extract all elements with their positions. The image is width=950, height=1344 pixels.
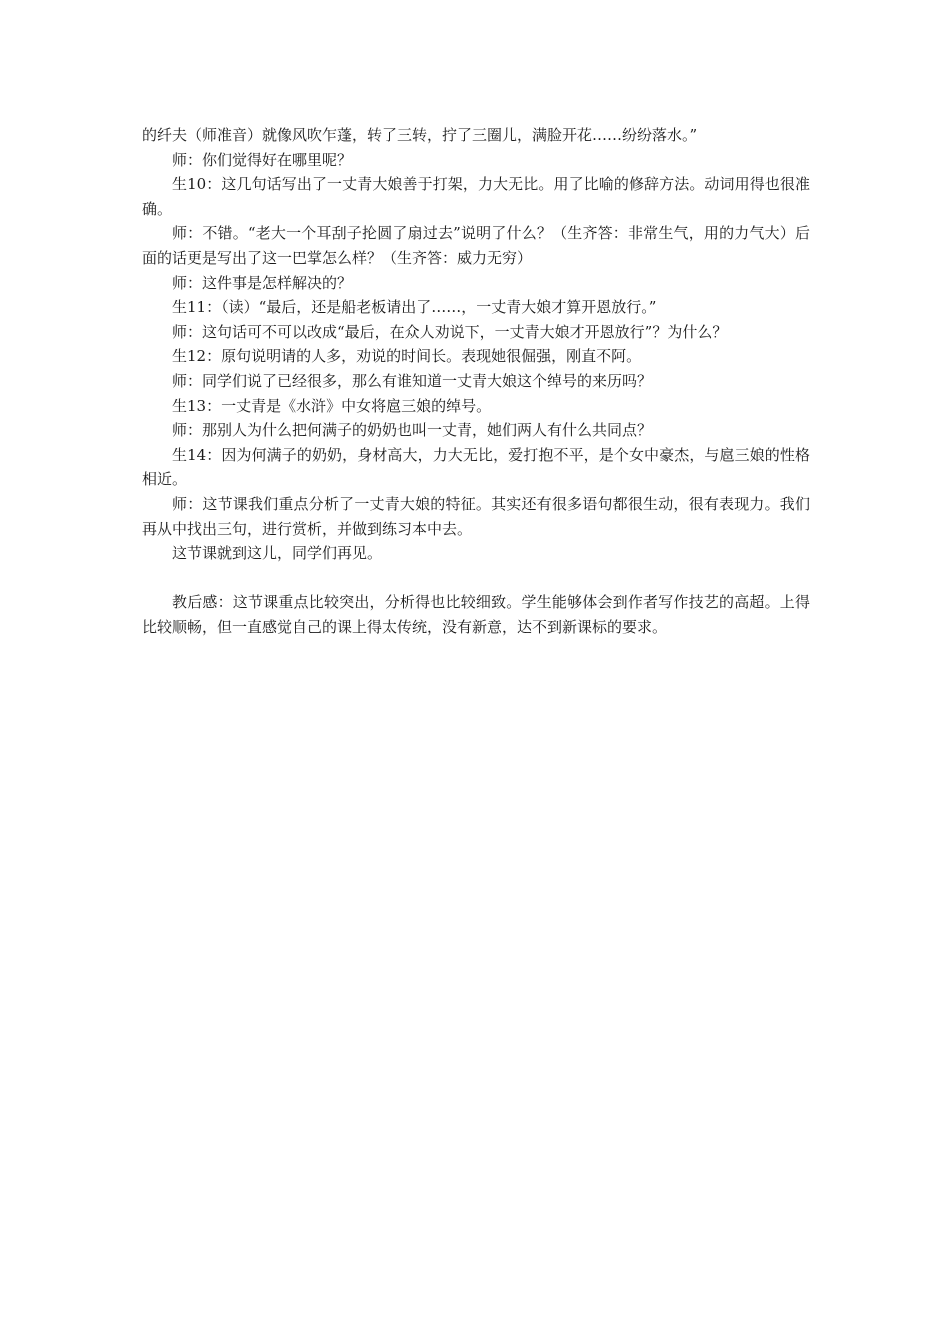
paragraph: 生10：这几句话写出了一丈青大娘善于打架，力大无比。用了比喻的修辞方法。动词用得也很准确。 xyxy=(142,175,810,218)
paragraph: 师：这节课我们重点分析了一丈青大娘的特征。其实还有很多语句都很生动，很有表现力。我们再从中找出三句，进行赏析，并做到练习本中去。 xyxy=(142,494,810,538)
paragraph: 师：这件事是怎样解决的？ xyxy=(172,273,353,292)
blank-line xyxy=(142,566,810,591)
paragraph: 生13：一丈青是《水浒》中女将扈三娘的绰号。 xyxy=(172,396,492,415)
paragraph: 师：你们觉得好在哪里呢？ xyxy=(172,150,353,169)
paragraph: 生12：原句说明请的人多，劝说的时间长。表现她很倔强，刚直不阿。 xyxy=(172,347,642,366)
paragraph: 师：同学们说了已经很多，那么有谁知道一丈青大娘这个绰号的来历吗？ xyxy=(172,371,653,390)
paragraph: 生11：（读）“最后，还是船老板请出了……，一丈青大娘才算开恩放行。” xyxy=(172,298,657,317)
paragraph: 师：那别人为什么把何满子的奶奶也叫一丈青，她们两人有什么共同点？ xyxy=(172,421,653,440)
paragraph: 这节课就到这儿，同学们再见。 xyxy=(172,544,383,563)
paragraph: 生14：因为何满子的奶奶，身材高大，力大无比，爱打抱不平，是个女中豪杰，与扈三娘的性格相近。 xyxy=(142,445,810,489)
document-body xyxy=(142,123,810,639)
reflection-paragraph: 教后感：这节课重点比较突出，分析得也比较细致。学生能够体会到作者写作技艺的高超。上得比较顺畅，但一直感觉自己的课上得太传统，没有新意，达不到新课标的要求。 xyxy=(142,593,810,636)
paragraph: 师：不错。“老大一个耳刮子抡圆了扇过去”说明了什么？（生齐答：非常生气，用的力气大）后面的话更是写出了这一巴掌怎么样？（生齐答：威力无穷） xyxy=(142,224,810,267)
paragraph: 的纤夫（师准音）就像风吹乍蓬，转了三转，拧了三圈儿，满脸开花……纷纷落水。” xyxy=(142,126,698,144)
paragraph: 师：这句话可不可以改成“最后，在众人劝说下，一丈青大娘才开恩放行”？为什么？ xyxy=(172,322,728,341)
